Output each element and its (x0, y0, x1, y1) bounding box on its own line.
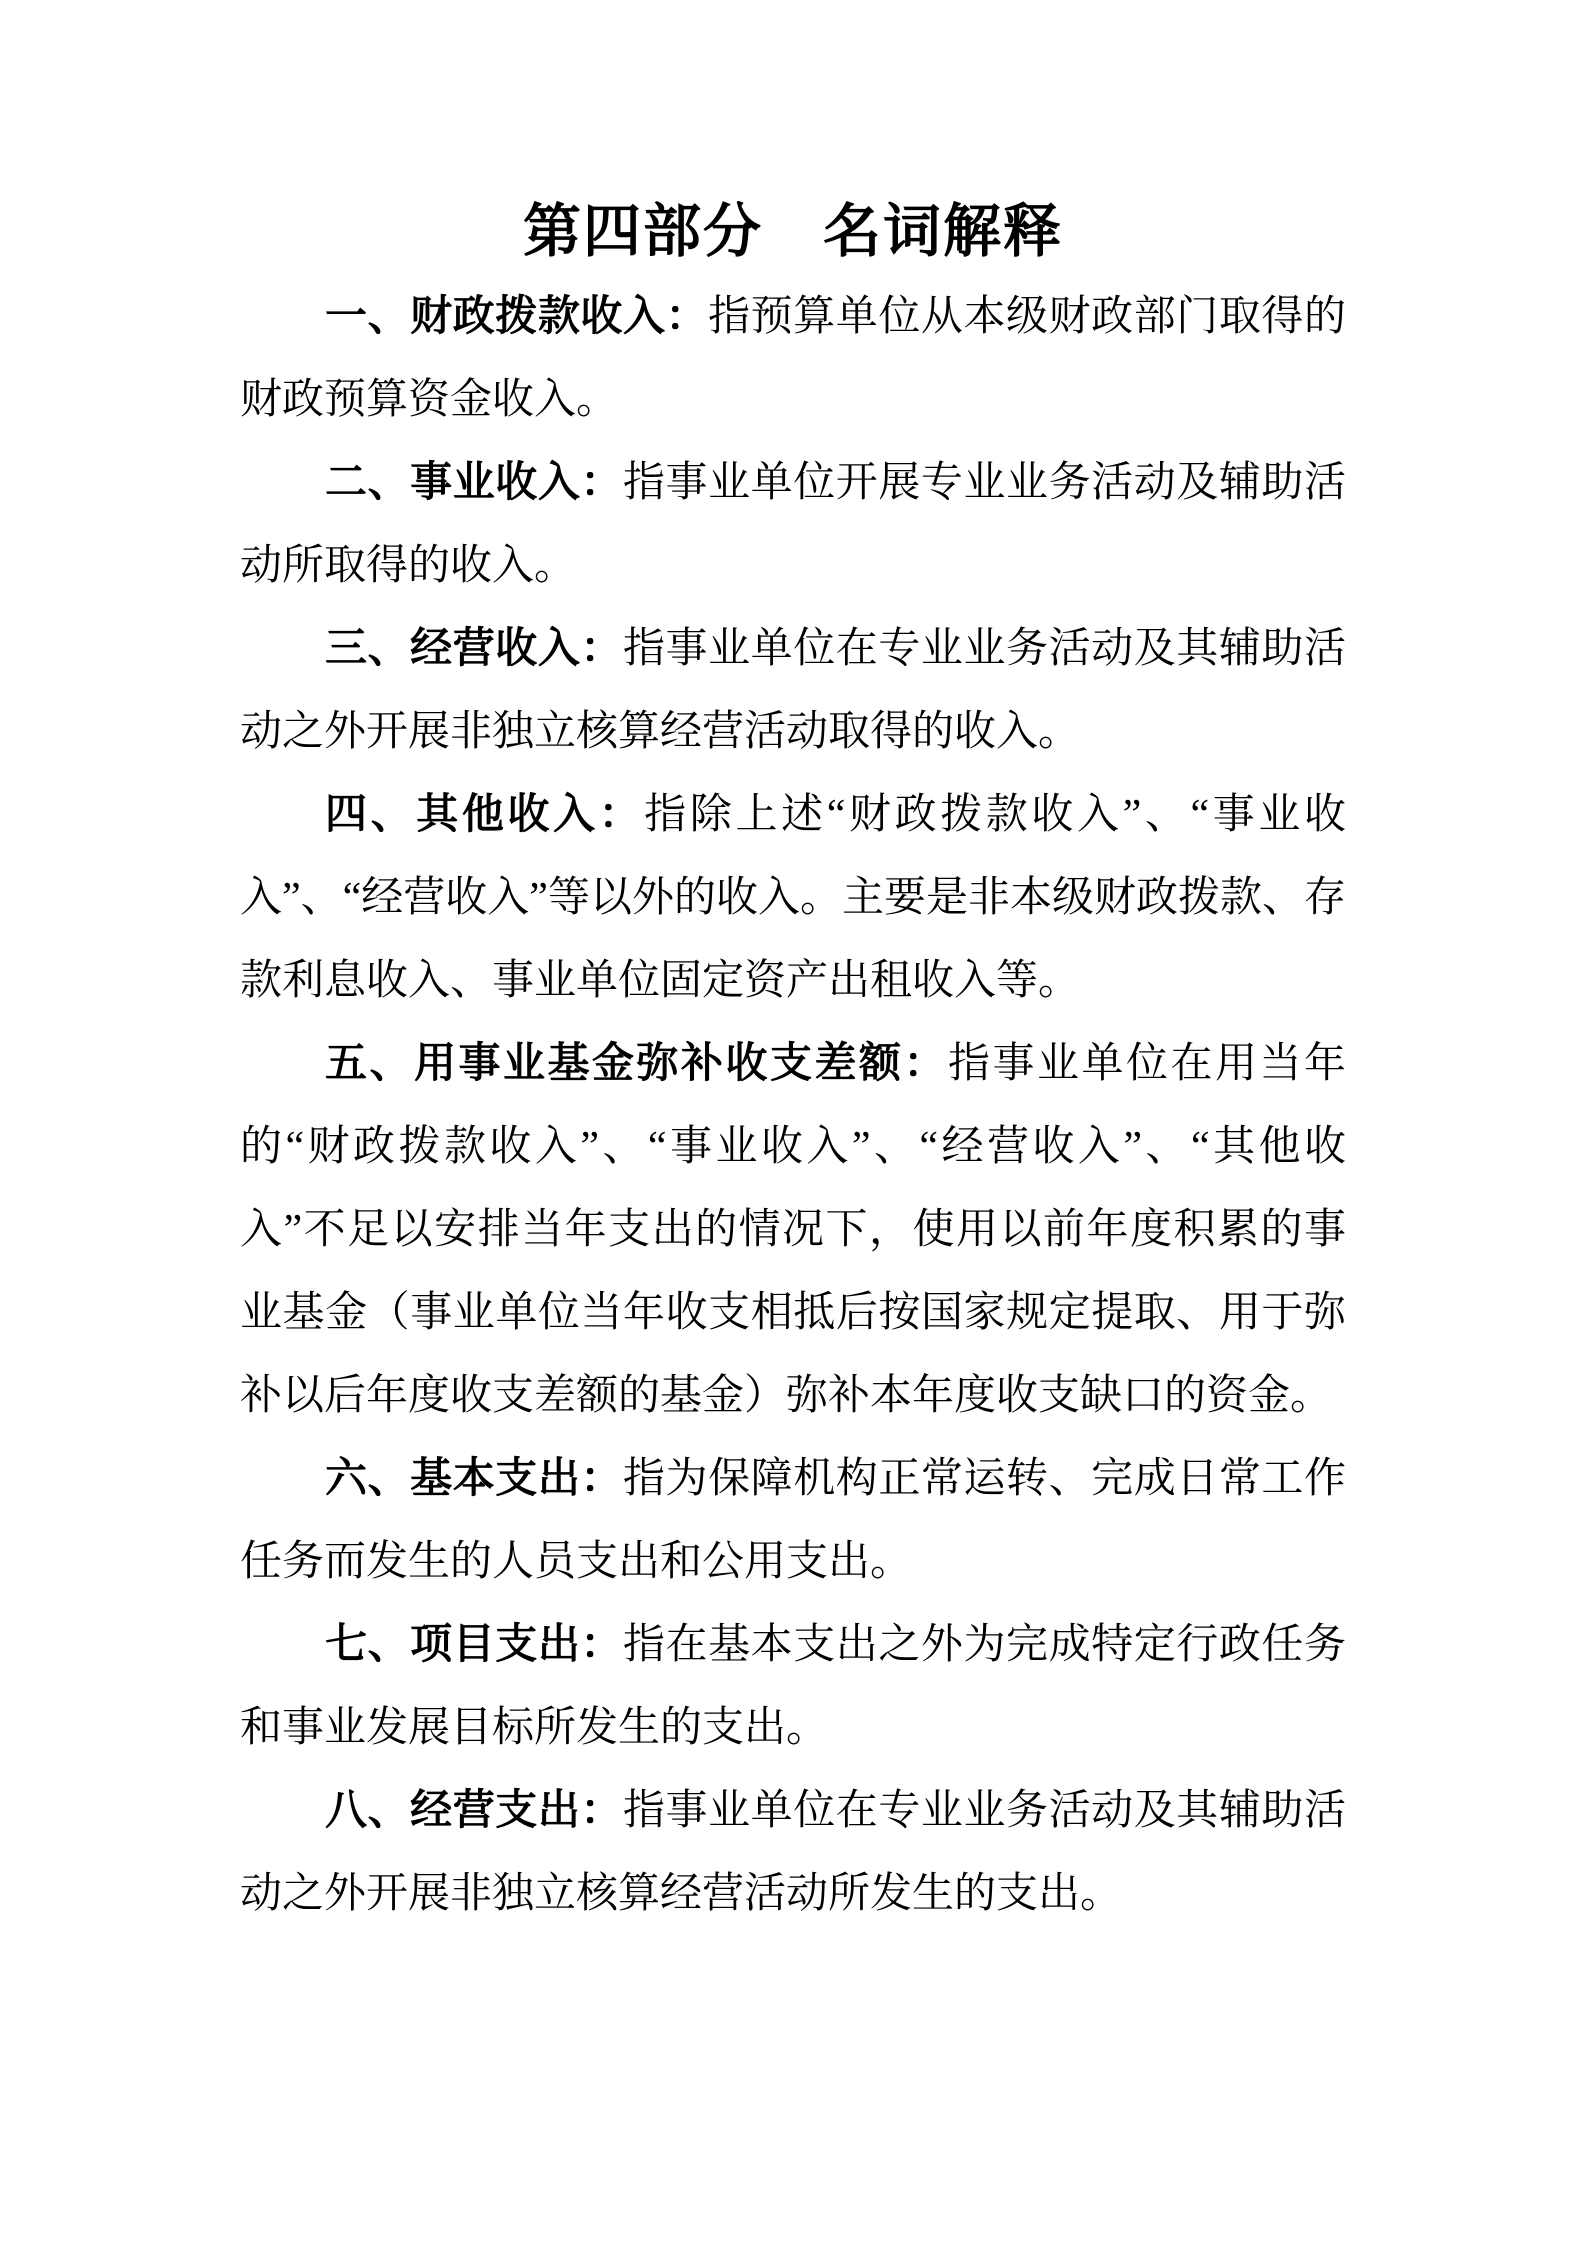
term-definition: 指事业单位在用当年的“财政拨款收入”、“事业收入”、“经营收入”、“其他收入”不足以安排当年支出的情况下，使用以前年度积累的事业基金（事业单位当年收支相抵后按国家规定提取、用于弥补以后年度收支差额的基金）弥补本年度收支缺口的资金。 (240, 1041, 1346, 1419)
page-title: 第四部分 名词解释 (522, 199, 1063, 264)
term-label: 一、财政拨款收入： (325, 294, 709, 340)
term-label: 三、经营收入： (325, 626, 623, 672)
term-definition: 指预算单位从本级财政部门取得的财政预算资金收入。 (240, 294, 1346, 423)
term-label: 二、事业收入： (325, 460, 623, 506)
term-label: 六、基本支出： (325, 1456, 623, 1502)
definition-paragraph (240, 1438, 1346, 1604)
term-label: 五、用事业基金弥补收支差额： (325, 1041, 948, 1087)
definition-paragraph (240, 1604, 1346, 1770)
term-definition: 指事业单位在专业业务活动及其辅助活动之外开展非独立核算经营活动取得的收入。 (240, 626, 1346, 755)
term-label: 七、项目支出： (325, 1622, 623, 1668)
term-definition: 指除上述“财政拨款收入”、“事业收入”、“经营收入”等以外的收入。主要是非本级财政拨款、存款利息收入、事业单位固定资产出租收入等。 (240, 792, 1346, 1004)
term-definition: 指在基本支出之外为完成特定行政任务和事业发展目标所发生的支出。 (240, 1622, 1346, 1751)
definition-paragraph (240, 774, 1346, 1023)
term-label: 八、经营支出： (325, 1788, 623, 1834)
term-label: 四、其他收入： (325, 792, 645, 838)
term-definition: 指事业单位在专业业务活动及其辅助活动之外开展非独立核算经营活动所发生的支出。 (240, 1788, 1346, 1917)
definition-paragraph (240, 608, 1346, 774)
definition-paragraph (240, 1023, 1346, 1438)
definition-paragraph (240, 442, 1346, 608)
definition-paragraph (240, 276, 1346, 442)
definition-paragraph (240, 1770, 1346, 1936)
document-page (240, 0, 1346, 1936)
term-definition: 指为保障机构正常运转、完成日常工作任务而发生的人员支出和公用支出。 (240, 1456, 1346, 1585)
term-definition: 指事业单位开展专业业务活动及辅助活动所取得的收入。 (240, 460, 1346, 589)
